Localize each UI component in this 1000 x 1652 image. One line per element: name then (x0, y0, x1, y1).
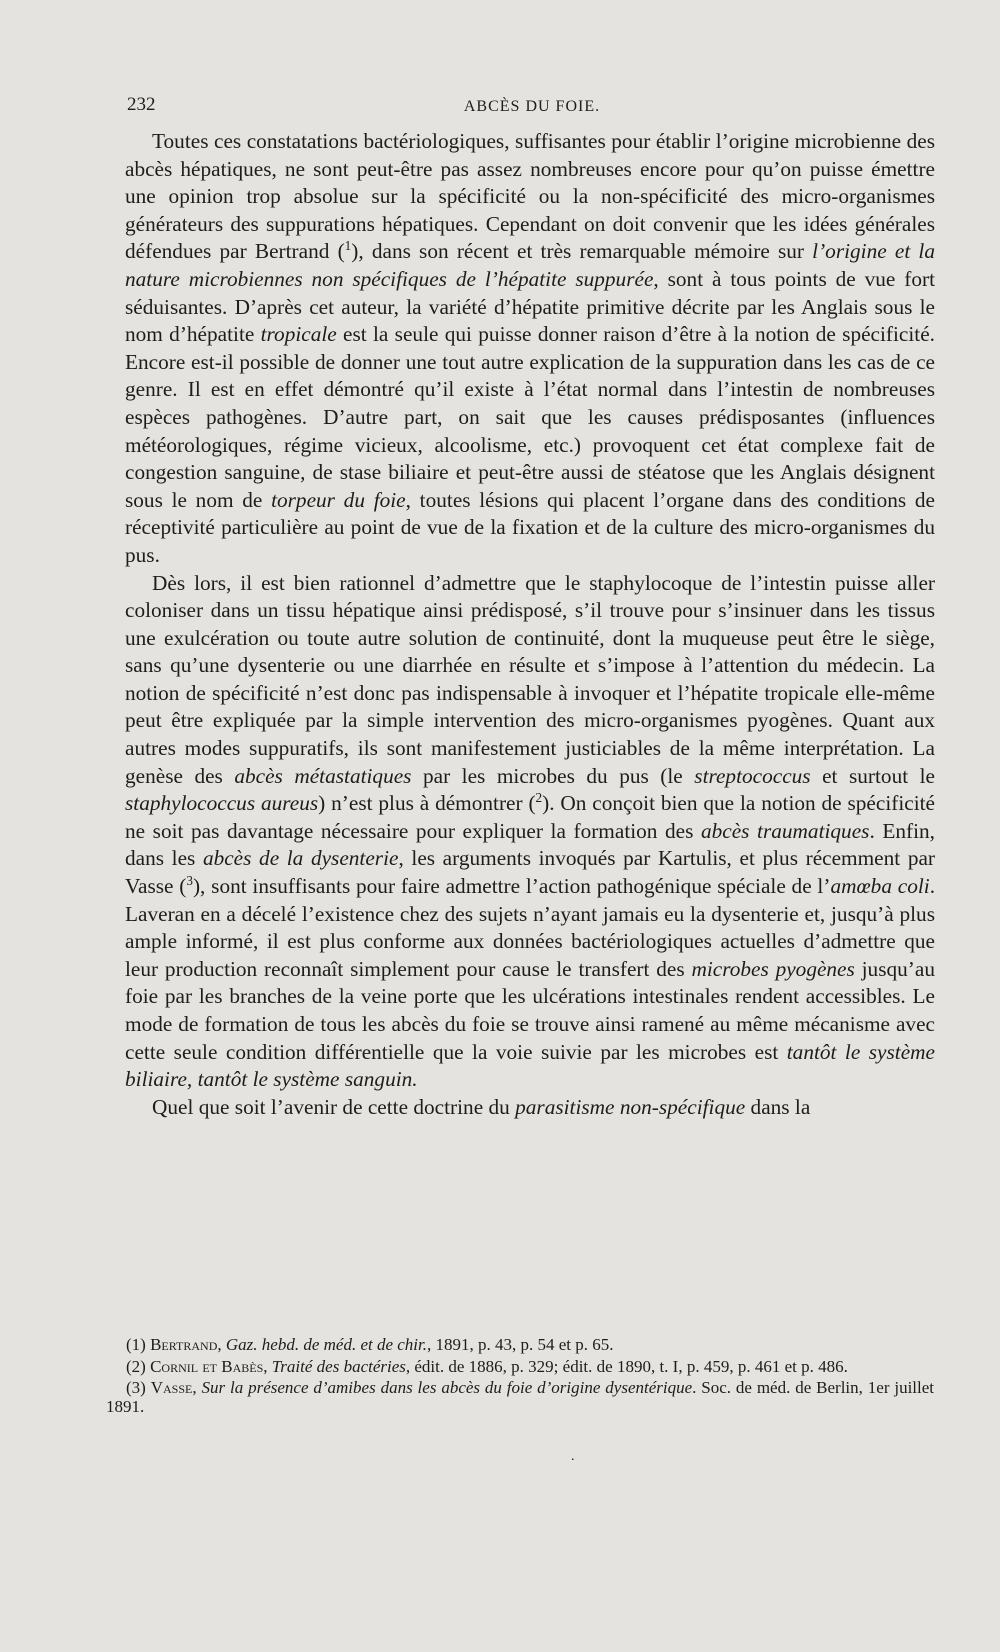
footnote-1: (1) Bertrand, Gaz. hebd. de méd. et de chir., 1891, p. 43, p. 54 et p. 65. (126, 1335, 614, 1354)
main-text (125, 128, 935, 1121)
footnote-ref-3[interactable]: 3 (186, 872, 193, 888)
running-header (127, 94, 937, 124)
paragraph-3: Quel que soit l’avenir de cette doctrine du parasitisme non-spécifique dans la (152, 1094, 811, 1119)
footnote-ref-2[interactable]: 2 (535, 790, 543, 806)
running-title: ABCÈS DU FOIE. (463, 98, 601, 115)
footnotes (106, 1336, 934, 1419)
page-number: 232 (127, 94, 156, 115)
paragraph-1: Toutes ces constatations bactériologiques, suffisantes pour établir l’origine microbienne des abcès hépatiques, ne sont peut-être pas assez nombreuses encore pour qu’on puisse émettre une opinion trop absolue sur la spécificité ou la non-spécificité des micro-organismes générateurs des suppurations hépatiques. Cependant on doit convenir que les idées générales défendues par Bertrand ($^1$), dans son récent et très remarquable mémoire sur l’origine et la nature microbiennes non spécifiques de l’hépatite suppurée, sont à tous points de vue fort séduisantes. D’après cet auteur, la variété d’hépatite primitive décrite par les Anglais sous le nom d’hépatite tropicale est la seule qui puisse donner raison d’être à la notion de spécificité. Encore est-il possible de donner une tout autre explication de la suppuration dans les cas de ce genre. Il est en effet démontré qu’il existe à l’état normal dans l’intestin de nombreuses espèces pathogènes. D’autre part, on sait que les causes prédisposantes (influences météorologiques, régime vicieux, alcoolisme, etc.) provoquent cet état complexe fait de congestion sanguine, de stase biliaire et peut-être aussi de stéatose que les Anglais désignent sous le nom de torpeur du foie, toutes lésions qui placent l’organe dans des conditions de réceptivité particulière au point de vue de la fixation et de la culture des micro-organismes du pus. (125, 129, 936, 567)
stray-mark: . (571, 1449, 575, 1464)
paragraph-2: Dès lors, il est bien rationnel d’admettre que le staphylocoque de l’intestin puisse aller coloniser dans un tissu hépatique ainsi prédisposé, s’il trouve pour s’insinuer dans les tissus une exulcération ou toute autre solution de continuité, dont la muqueuse peut être le siège, sans qu’une dysenterie ou une diarrhée en résulte et s’impose à l’attention du médecin. La notion de spécificité n’est donc pas indispensable à invoquer et l’hépatite tropicale elle-même peut être expliquée par la simple intervention des micro-organismes pyogènes. Quant aux autres modes suppuratifs, ils sont manifestement justiciables de la même interprétation. La genèse des abcès métastatiques par les microbes du pus (le streptococcus et surtout le staphylococcus aureus) n’est plus à démontrer ($^2$). On conçoit bien que la notion de spécificité ne soit pas davantage nécessaire pour expliquer la formation des abcès traumatiques. Enfin, dans les abcès de la dysenterie, les arguments invoqués par Kartulis, et plus récemment par Vasse ($^3$), sont insuffisants pour faire admettre l’action pathogénique spéciale de l’amœba coli. Laveran en a décelé l’existence chez des sujets n’ayant jamais eu la dysenterie et, jusqu’à plus ample informé, il est plus conforme aux données bactériologiques actuelles d’admettre que leur production reconnaît simplement pour cause le transfert des microbes pyogènes jusqu’au foie par les branches de la veine porte que les ulcérations intestinales rendent accessibles. Le mode de formation de tous les abcès du foie se trouve ainsi ramené au même mécanisme avec cette seule condition différentielle que la voie suivie par les microbes est tantôt le système biliaire, tantôt le système sanguin. (125, 570, 936, 1092)
footnote-ref-1[interactable]: 1 (344, 238, 352, 254)
footnote-2: (2) Cornil et Babès, Traité des bactéries, édit. de 1886, p. 329; édit. de 1890, t. I, p. 459, p. 461 et p. 486. (126, 1356, 848, 1376)
footnote-3: (3) Vasse, Sur la présence d’amibes dans les abcès du foie d’origine dysentérique. Soc. de méd. de Berlin, 1er juillet 1891. (106, 1378, 935, 1416)
